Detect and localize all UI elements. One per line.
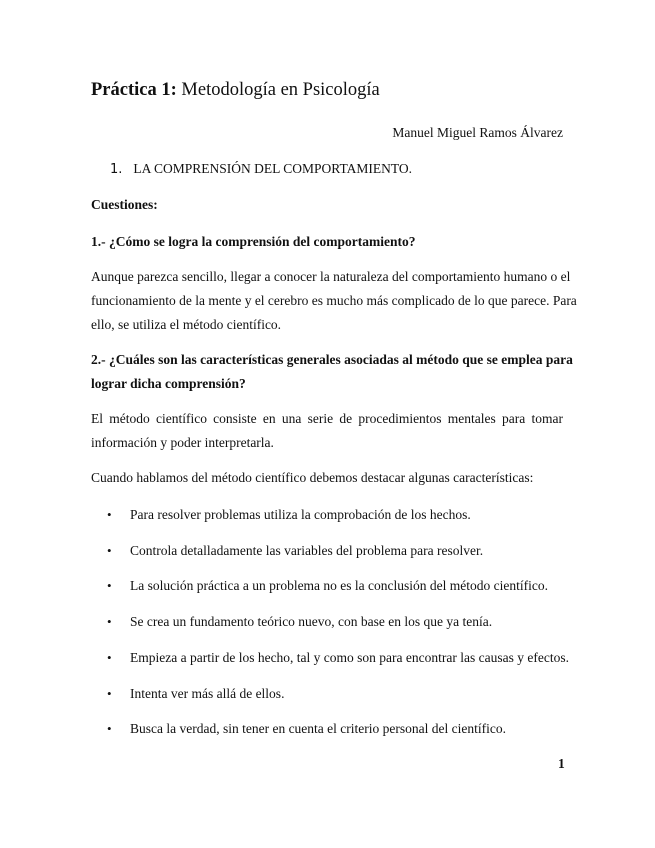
bullet-icon: • <box>107 614 112 629</box>
section-number: 1. <box>110 162 123 177</box>
section-heading <box>110 161 412 177</box>
bullet-icon: • <box>107 507 112 522</box>
question-1: 1.- ¿Cómo se logra la comprensión del comportamiento? <box>91 234 416 249</box>
answer-1-line: funcionamiento de la mente y el cerebro es mucho más complicado de lo que parece. Para <box>91 293 577 308</box>
list-item-text: Intenta ver más allá de ellos. <box>130 686 285 701</box>
page-title <box>91 80 380 101</box>
question-2-line: 2.- ¿Cuáles son las características generales asociadas al método que se emplea para <box>91 352 573 367</box>
list-item-text: Controla detalladamente las variables del problema para resolver. <box>130 543 484 558</box>
list-item <box>107 507 471 523</box>
list-item <box>107 578 548 594</box>
title-rest: Metodología en Psicología <box>176 80 380 100</box>
section-text: LA COMPRENSIÓN DEL COMPORTAMIENTO. <box>133 161 413 176</box>
answer-2-line: información y poder interpretarla. <box>91 435 274 450</box>
cuestiones-label: Cuestiones: <box>91 197 158 212</box>
answer-1-line: Aunque parezca sencillo, llegar a conocer la naturaleza del comportamiento humano o el <box>91 269 571 284</box>
list-item <box>107 614 492 630</box>
list-item-text: La solución práctica a un problema no es la conclusión del método científico. <box>130 578 548 593</box>
characteristics-intro: Cuando hablamos del método científico debemos destacar algunas características: <box>91 470 534 485</box>
list-item <box>107 650 569 666</box>
list-item <box>107 721 506 737</box>
list-item <box>107 543 483 559</box>
list-item-text: Empieza a partir de los hecho, tal y como son para encontrar las causas y efectos. <box>130 650 569 665</box>
answer-2-line: El método científico consiste en una serie de procedimientos mentales para tomar <box>91 411 563 426</box>
author-name: Manuel Miguel Ramos Álvarez <box>392 125 563 140</box>
bullet-icon: • <box>107 543 112 558</box>
list-item-text: Busca la verdad, sin tener en cuenta el criterio personal del científico. <box>130 721 506 736</box>
title-bold-part: Práctica 1: <box>91 80 177 100</box>
bullet-icon: • <box>107 686 112 701</box>
list-item <box>107 686 284 702</box>
question-2-line: lograr dicha comprensión? <box>91 376 246 391</box>
bullet-icon: • <box>107 721 112 736</box>
list-item-text: Para resolver problemas utiliza la comprobación de los hechos. <box>130 507 471 522</box>
bullet-icon: • <box>107 650 112 665</box>
page-number: 1 <box>558 756 565 771</box>
bullet-icon: • <box>107 578 112 593</box>
answer-1-line: ello, se utiliza el método científico. <box>91 317 282 332</box>
list-item-text: Se crea un fundamento teórico nuevo, con base en los que ya tenía. <box>130 614 493 629</box>
